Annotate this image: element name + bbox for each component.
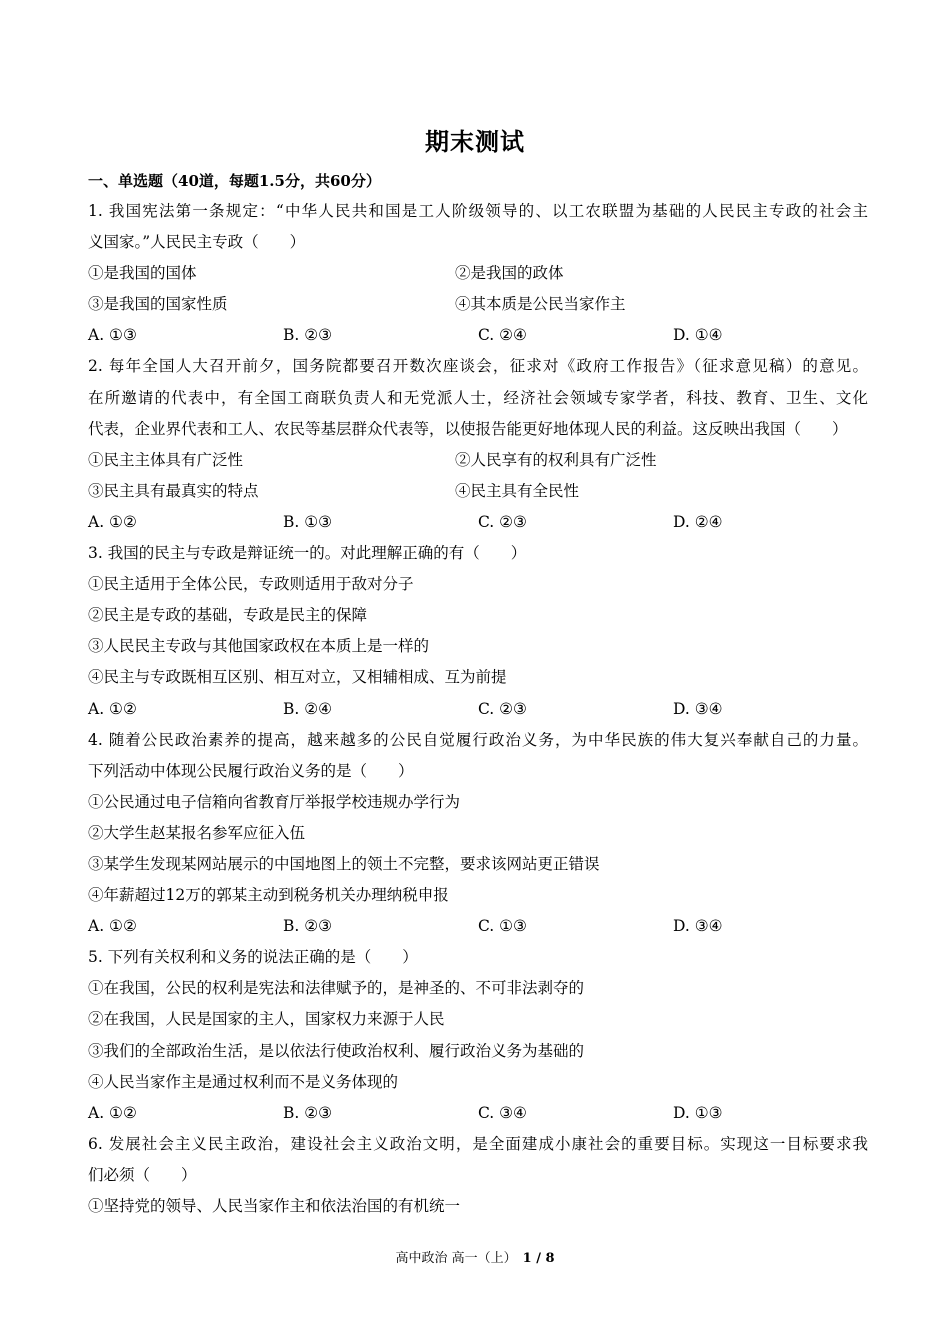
question-stem (88, 1129, 868, 1191)
statement: ①坚持党的领导、人民当家作主和依法治国的有机统一 (88, 1197, 461, 1215)
option-b: B. ②③ (283, 326, 333, 345)
stem-line: 1. 我国宪法第一条规定：“中华人民共和国是工人阶级领导的、以工农联盟为基础的人民民主专政的社会主 (88, 202, 868, 220)
statement: ②人民享有的权利具有广泛性 (455, 450, 657, 469)
statement: ③我们的全部政治生活，是以依法行使政治权利、履行政治义务为基础的 (88, 1041, 585, 1060)
option-c: C. ②④ (478, 326, 527, 345)
question-stem (88, 351, 868, 444)
option-b: B. ②③ (283, 1103, 333, 1122)
options-row (88, 911, 868, 942)
options-row (88, 507, 868, 538)
statement-row (88, 476, 868, 507)
question-1 (88, 196, 868, 351)
statement: ②大学生赵某报名参军应征入伍 (88, 823, 306, 842)
page-footer (0, 1247, 950, 1266)
statement: ①民主主体具有广泛性 (88, 450, 244, 469)
statement: ①在我国，公民的权利是宪法和法律赋予的，是神圣的、不可非法剥夺的 (88, 979, 585, 998)
question-3 (88, 538, 868, 725)
option-d: D. ③④ (673, 699, 723, 718)
statement-row (88, 258, 868, 289)
stem-line: 6. 发展社会主义民主政治，建设社会主义政治文明，是全面建成小康社会的重要目标。实现这一目标要求我 (88, 1134, 868, 1153)
option-c: C. ③④ (478, 1103, 527, 1122)
option-a: A. ①② (88, 512, 137, 531)
questions-container (88, 196, 868, 1222)
option-a: A. ①② (88, 917, 137, 936)
option-b: B. ②④ (283, 699, 333, 718)
stem-line: 义国家。”人民民主专政（ ） (88, 233, 306, 252)
statement: ④年薪超过12万的郭某主动到税务机关办理纳税申报 (88, 886, 449, 905)
option-c: C. ②③ (478, 512, 527, 531)
option-c: C. ①③ (478, 917, 527, 936)
statement: ①民主适用于全体公民，专政则适用于敌对分子 (88, 575, 414, 594)
statement: ③是我国的国家性质 (88, 295, 228, 314)
question-2 (88, 351, 868, 538)
option-b: B. ②③ (283, 917, 333, 936)
statement: ④民主具有全民性 (455, 481, 580, 500)
option-b: B. ①③ (283, 512, 333, 531)
statement-row (88, 289, 868, 320)
statement: ③民主具有最真实的特点 (88, 481, 259, 500)
statement: ③某学生发现某网站展示的中国地图上的领土不完整，要求该网站更正错误 (88, 854, 600, 873)
statement: ②在我国，人民是国家的主人，国家权力来源于人民 (88, 1010, 445, 1029)
stem-line: 3. 我国的民主与专政是辩证统一的。对此理解正确的有（ ） (88, 544, 527, 563)
question-stem (88, 725, 868, 787)
option-d: D. ③④ (673, 917, 723, 936)
option-d: D. ①③ (673, 1103, 723, 1122)
page-title: 期末测试 (425, 127, 525, 156)
statement: ④民主与专政既相互区别、相互对立，又相辅相成、互为前提 (88, 668, 507, 687)
option-a: A. ①② (88, 1103, 137, 1122)
statement: ③人民民主专政与其他国家政权在本质上是一样的 (88, 637, 430, 656)
question-4 (88, 725, 868, 943)
stem-line: 5. 下列有关权利和义务的说法正确的是（ ） (88, 948, 418, 967)
stem-line: 们必须（ ） (88, 1165, 197, 1184)
section-heading: 一、单选题（40道，每题1.5分，共60分） (88, 172, 381, 190)
option-c: C. ②③ (478, 699, 527, 718)
question-stem (88, 196, 868, 258)
option-d: D. ①④ (673, 326, 723, 345)
options-row (88, 1098, 868, 1129)
stem-line: 2. 每年全国人大召开前夕，国务院都要召开数次座谈会，征求对《政府工作报告》（征求意见稿）的意见。 (88, 357, 868, 376)
statement: ①公民通过电子信箱向省教育厅举报学校违规办学行为 (88, 792, 461, 811)
statement-row (88, 445, 868, 476)
page-number: 1 / 8 (522, 1251, 555, 1266)
options-row (88, 694, 868, 725)
question-5 (88, 942, 868, 1129)
stem-line: 在所邀请的代表中，有全国工商联负责人和无党派人士，经济社会领域专家学者，科技、教育、卫生、文化 (88, 388, 868, 407)
question-6 (88, 1129, 868, 1222)
stem-line: 代表，企业界代表和工人、农民等基层群众代表等，以使报告能更好地体现人民的利益。这反映出我国（ ） (88, 419, 848, 438)
options-row (88, 320, 868, 351)
statement: ②是我国的政体 (455, 264, 564, 283)
statement: ①是我国的国体 (88, 264, 197, 283)
statement: ④其本质是公民当家作主 (455, 295, 626, 314)
stem-line: 下列活动中体现公民履行政治义务的是（ ） (88, 761, 414, 780)
option-d: D. ②④ (673, 512, 723, 531)
stem-line: 4. 随着公民政治素养的提高，越来越多的公民自觉履行政治义务，为中华民族的伟大复兴奉献自己的力量。 (88, 730, 868, 749)
option-a: A. ①③ (88, 326, 137, 345)
statement: ②民主是专政的基础，专政是民主的保障 (88, 606, 368, 625)
option-a: A. ①② (88, 699, 137, 718)
statement: ④人民当家作主是通过权利而不是义务体现的 (88, 1072, 399, 1091)
footer-subject: 高中政治 高一（上） (395, 1251, 517, 1266)
